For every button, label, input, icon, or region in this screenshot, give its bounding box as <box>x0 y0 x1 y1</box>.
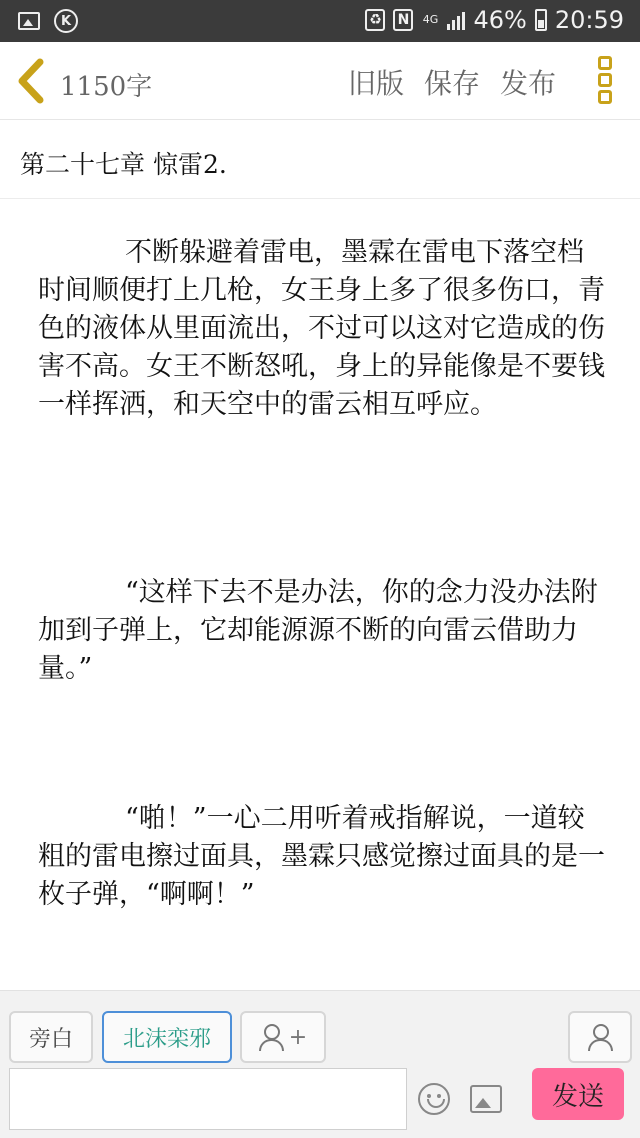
story-paragraph[interactable]: “这样下去不是办法，你的念力没办法附加到子弹上，它却能源源不断的向雷云借助力量。” <box>38 577 598 684</box>
person-icon <box>588 1024 612 1050</box>
network-type: 4G <box>422 13 439 26</box>
status-bar <box>0 0 640 42</box>
publish-button[interactable]: 发布 <box>500 67 557 100</box>
clock: 20:59 <box>554 6 624 34</box>
word-count: 1150字 <box>60 72 153 102</box>
image-icon[interactable] <box>470 1085 502 1113</box>
chapter-title: 第二十七章 惊雷2. <box>20 150 227 179</box>
self-role-button[interactable] <box>568 1011 632 1063</box>
back-button[interactable] <box>14 58 50 104</box>
composer-bar <box>0 990 640 1138</box>
more-menu-icon[interactable] <box>596 56 614 106</box>
plus-icon: + <box>288 1024 308 1050</box>
old-version-button[interactable]: 旧版 <box>348 67 405 100</box>
battery-icon <box>535 9 547 31</box>
k-icon: K <box>54 9 78 33</box>
narrator-button[interactable]: 旁白 <box>9 1011 93 1063</box>
story-paragraph[interactable]: 不断躲避着雷电，墨霖在雷电下落空档时间顺便打上几枪，女王身上多了很多伤口，青色的液体从里面流出，不过可以这对它造成的伤害不高。女王不断怒吼，身上的异能像是不要钱一样挥洒，和天空中的雷云相互呼应。 <box>38 237 605 420</box>
add-character-button[interactable] <box>240 1011 326 1063</box>
emoji-icon[interactable] <box>418 1083 450 1115</box>
image-icon <box>18 12 40 30</box>
character-button[interactable]: 北沫栾邪 <box>102 1011 232 1063</box>
battery-percent: 46% <box>473 6 527 34</box>
signal-icon <box>447 10 465 30</box>
story-paragraph[interactable]: “啪！”一心二用听着戒指解说，一道较粗的雷电擦过面具，墨霖只感觉擦过面具的是一枚子弹，“啊啊！” <box>38 803 605 910</box>
chevron-left-icon <box>14 58 50 104</box>
recycle-icon: ♻ <box>365 9 385 31</box>
message-input[interactable] <box>9 1068 407 1130</box>
send-button[interactable]: 发送 <box>532 1068 624 1120</box>
editor-header <box>0 42 640 120</box>
chapter-title-row[interactable] <box>0 121 640 199</box>
person-icon <box>259 1024 283 1050</box>
save-button[interactable]: 保存 <box>424 67 481 100</box>
nfc-icon: N <box>393 9 413 31</box>
